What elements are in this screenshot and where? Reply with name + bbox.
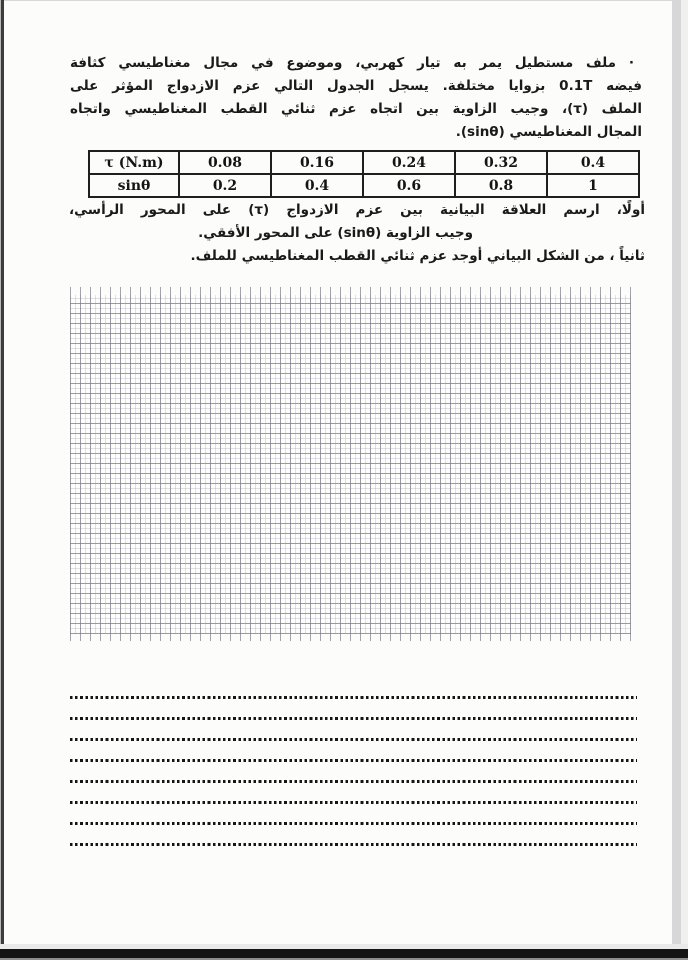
table-cell: 0.8: [455, 174, 547, 197]
table-cell: 0.08: [179, 151, 271, 174]
scan-edge-left-dark: [1, 0, 4, 960]
answer-lines: [70, 696, 637, 864]
answer-line: [70, 717, 637, 720]
answer-line: [70, 801, 637, 804]
answer-line: [70, 759, 637, 762]
table-cell: 1: [547, 174, 639, 197]
graph-paper-grid: [70, 295, 631, 634]
scan-edge-right-band: [672, 0, 681, 960]
table-cell: 0.24: [363, 151, 455, 174]
scan-edge-top: [0, 0, 688, 1]
table-cell: 0.2: [179, 174, 271, 197]
torque-angle-table: [88, 150, 640, 198]
table-cell: 0.4: [271, 174, 363, 197]
problem-line: فيضه 0.1T بزوايا مختلفة. يسجل الجدول التالي عزم الازدواج المؤثر على: [70, 78, 642, 94]
instruction-first-line1: أولًا، ارسم العلاقة البيانية بين عزم الازدواج (τ) على المحور الرأسي،: [69, 202, 645, 218]
instruction-second: ثانياً ، من الشكل البياني أوجد عزم ثنائي القطب المغناطيسي للملف.: [190, 248, 645, 264]
problem-line: المجال المغناطيسي (sinθ).: [455, 124, 642, 140]
problem-statement: [70, 52, 642, 144]
answer-line: [70, 780, 637, 783]
answer-line: [70, 822, 637, 825]
problem-line: الملف (τ)، وجيب الزاوية بين اتجاه عزم ثنائي القطب المغناطيسي واتجاه: [70, 101, 642, 117]
scan-edge-bottom-dark: [0, 949, 688, 958]
problem-line: · ملف مستطيل يمر به تيار كهربي، وموضوع في مجال مغناطيسي كثافة: [70, 55, 634, 71]
instruction-first-line2: وجيب الزاوية (sinθ) على المحور الأفقي.: [198, 225, 473, 241]
answer-line: [70, 696, 637, 699]
table-cell: 0.4: [547, 151, 639, 174]
task-instructions: [69, 199, 645, 268]
scan-edge-right-far: [681, 0, 688, 960]
table-cell: 0.6: [363, 174, 455, 197]
row-header-sine: sinθ: [89, 174, 179, 197]
row-header-torque: τ (N.m): [89, 151, 179, 174]
table-cell: 0.16: [271, 151, 363, 174]
table-row-torque: [89, 151, 639, 174]
answer-line: [70, 843, 637, 846]
table-row-sine: [89, 174, 639, 197]
graph-paper-bottom-ticks: [70, 634, 631, 641]
table-cell: 0.32: [455, 151, 547, 174]
graph-paper-top-ticks: [70, 287, 631, 295]
answer-line: [70, 738, 637, 741]
